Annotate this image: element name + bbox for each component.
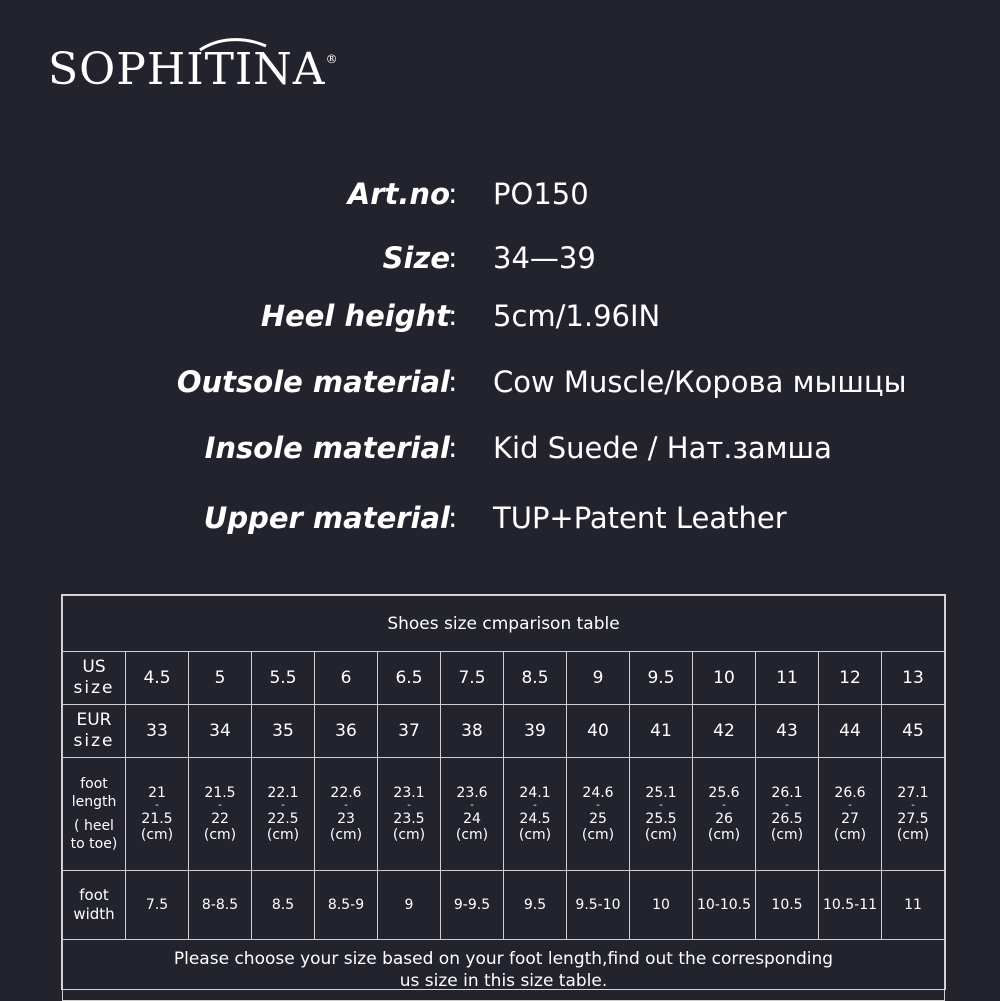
foot-width-cell: 9.5-10 <box>567 871 630 940</box>
length-dash: - <box>722 800 726 811</box>
spec-value: 34—39 <box>493 241 596 275</box>
length-from: 22.6 <box>330 785 362 801</box>
us-size-cell: 5 <box>189 652 252 705</box>
spec-value: TUP+Patent Leather <box>493 501 787 535</box>
spec-label: Heel height <box>260 299 450 333</box>
length-from: 26.1 <box>771 785 803 801</box>
length-unit: (cm) <box>896 827 930 843</box>
foot-width-header: foot width <box>63 871 126 940</box>
registered-mark: ® <box>325 52 339 66</box>
foot-length-cell <box>189 758 252 871</box>
length-dash: - <box>218 800 222 811</box>
length-from: 26.6 <box>834 785 866 801</box>
foot-length-row <box>63 758 945 871</box>
spec-row <box>0 238 1000 278</box>
length-unit: (cm) <box>203 827 237 843</box>
length-to: 26.5 <box>771 811 803 827</box>
foot-length-cell <box>630 758 693 871</box>
us-size-cell: 12 <box>819 652 882 705</box>
spec-colon: : <box>448 501 458 534</box>
length-unit: (cm) <box>644 827 678 843</box>
foot-width-cell: 8.5-9 <box>315 871 378 940</box>
length-unit: (cm) <box>266 827 300 843</box>
length-from: 23.1 <box>393 785 425 801</box>
foot-width-cell: 10 <box>630 871 693 940</box>
length-dash: - <box>659 800 663 811</box>
length-to: 22 <box>211 811 229 827</box>
spec-colon: : <box>448 241 458 274</box>
length-to: 24 <box>463 811 481 827</box>
us-size-header: US size <box>63 652 126 705</box>
eur-size-cell: 42 <box>693 705 756 758</box>
length-unit: (cm) <box>707 827 741 843</box>
foot-length-cell <box>693 758 756 871</box>
length-from: 22.1 <box>267 785 299 801</box>
length-from: 27.1 <box>897 785 929 801</box>
foot-width-cell: 9 <box>378 871 441 940</box>
us-size-cell: 6.5 <box>378 652 441 705</box>
spec-row <box>0 498 1000 538</box>
length-to: 21.5 <box>141 811 173 827</box>
us-size-cell: 9.5 <box>630 652 693 705</box>
length-from: 25.1 <box>645 785 677 801</box>
foot-length-cell <box>126 758 189 871</box>
length-from: 24.1 <box>519 785 551 801</box>
foot-length-cell <box>756 758 819 871</box>
us-size-cell: 6 <box>315 652 378 705</box>
length-unit: (cm) <box>455 827 489 843</box>
length-to: 24.5 <box>519 811 551 827</box>
length-to: 26 <box>715 811 733 827</box>
eur-size-cell: 33 <box>126 705 189 758</box>
spec-value: 5cm/1.96IN <box>493 299 661 333</box>
eur-size-cell: 43 <box>756 705 819 758</box>
spec-label: Size <box>382 241 450 275</box>
eur-size-header: EUR size <box>63 705 126 758</box>
length-unit: (cm) <box>581 827 615 843</box>
length-to: 27.5 <box>897 811 929 827</box>
spec-value: PO150 <box>493 177 589 211</box>
us-size-cell: 4.5 <box>126 652 189 705</box>
length-to: 25.5 <box>645 811 677 827</box>
length-from: 23.6 <box>456 785 488 801</box>
length-dash: - <box>344 800 348 811</box>
eur-size-cell: 40 <box>567 705 630 758</box>
spec-row <box>0 296 1000 336</box>
foot-width-row <box>63 871 945 940</box>
foot-width-cell: 7.5 <box>126 871 189 940</box>
length-dash: - <box>848 800 852 811</box>
us-size-cell: 10 <box>693 652 756 705</box>
length-dash: - <box>596 800 600 811</box>
table-title: Shoes size cmparison table <box>63 596 945 652</box>
spec-label: Outsole material <box>176 365 450 399</box>
eur-size-cell: 41 <box>630 705 693 758</box>
foot-length-cell <box>252 758 315 871</box>
us-size-cell: 11 <box>756 652 819 705</box>
length-to: 25 <box>589 811 607 827</box>
length-dash: - <box>407 800 411 811</box>
length-to: 23 <box>337 811 355 827</box>
us-size-row <box>63 652 945 705</box>
length-unit: (cm) <box>140 827 174 843</box>
foot-width-cell: 10-10.5 <box>693 871 756 940</box>
eur-size-cell: 45 <box>882 705 945 758</box>
length-to: 23.5 <box>393 811 425 827</box>
foot-length-cell <box>441 758 504 871</box>
length-unit: (cm) <box>392 827 426 843</box>
spec-value: Kid Suede / Нат.замша <box>493 431 832 465</box>
spec-colon: : <box>448 177 458 210</box>
length-dash: - <box>281 800 285 811</box>
spec-label: Insole material <box>204 431 450 465</box>
eur-size-cell: 36 <box>315 705 378 758</box>
logo-swoosh-icon <box>198 36 268 58</box>
foot-length-cell <box>378 758 441 871</box>
length-from: 24.6 <box>582 785 614 801</box>
foot-length-cell <box>819 758 882 871</box>
size-note: Please choose your size based on your foot length,find out the corresponding us size in this size table. <box>63 940 945 1001</box>
foot-width-cell: 8-8.5 <box>189 871 252 940</box>
length-from: 25.6 <box>708 785 740 801</box>
us-size-cell: 13 <box>882 652 945 705</box>
foot-width-cell: 9.5 <box>504 871 567 940</box>
foot-width-cell: 10.5 <box>756 871 819 940</box>
us-size-cell: 7.5 <box>441 652 504 705</box>
us-size-cell: 5.5 <box>252 652 315 705</box>
length-dash: - <box>533 800 537 811</box>
foot-length-cell <box>567 758 630 871</box>
brand-name: SOPHITINA <box>48 44 326 95</box>
foot-width-cell: 8.5 <box>252 871 315 940</box>
spec-row <box>0 362 1000 402</box>
spec-label: Art.no <box>347 177 450 211</box>
eur-size-cell: 44 <box>819 705 882 758</box>
length-unit: (cm) <box>329 827 363 843</box>
length-unit: (cm) <box>770 827 804 843</box>
spec-row <box>0 174 1000 214</box>
eur-size-row <box>63 705 945 758</box>
length-dash: - <box>911 800 915 811</box>
foot-length-cell <box>504 758 567 871</box>
eur-size-cell: 38 <box>441 705 504 758</box>
eur-size-cell: 39 <box>504 705 567 758</box>
foot-width-cell: 9-9.5 <box>441 871 504 940</box>
eur-size-cell: 37 <box>378 705 441 758</box>
spec-colon: : <box>448 365 458 398</box>
foot-length-cell <box>882 758 945 871</box>
length-from: 21.5 <box>204 785 236 801</box>
foot-width-cell: 11 <box>882 871 945 940</box>
spec-colon: : <box>448 431 458 464</box>
eur-size-cell: 34 <box>189 705 252 758</box>
spec-row <box>0 428 1000 468</box>
length-dash: - <box>785 800 789 811</box>
brand-logo <box>48 44 339 95</box>
foot-length-cell <box>315 758 378 871</box>
length-to: 22.5 <box>267 811 299 827</box>
spec-value: Cow Muscle/Корова мышцы <box>493 365 907 399</box>
length-to: 27 <box>841 811 859 827</box>
us-size-cell: 9 <box>567 652 630 705</box>
us-size-cell: 8.5 <box>504 652 567 705</box>
length-dash: - <box>470 800 474 811</box>
size-comparison-table <box>61 594 946 990</box>
eur-size-cell: 35 <box>252 705 315 758</box>
length-dash: - <box>155 800 159 811</box>
spec-label: Upper material <box>203 501 450 535</box>
length-from: 21 <box>148 785 166 801</box>
length-unit: (cm) <box>833 827 867 843</box>
foot-width-cell: 10.5-11 <box>819 871 882 940</box>
spec-colon: : <box>448 299 458 332</box>
length-unit: (cm) <box>518 827 552 843</box>
foot-length-header: foot length ( heel to toe) <box>63 758 126 871</box>
